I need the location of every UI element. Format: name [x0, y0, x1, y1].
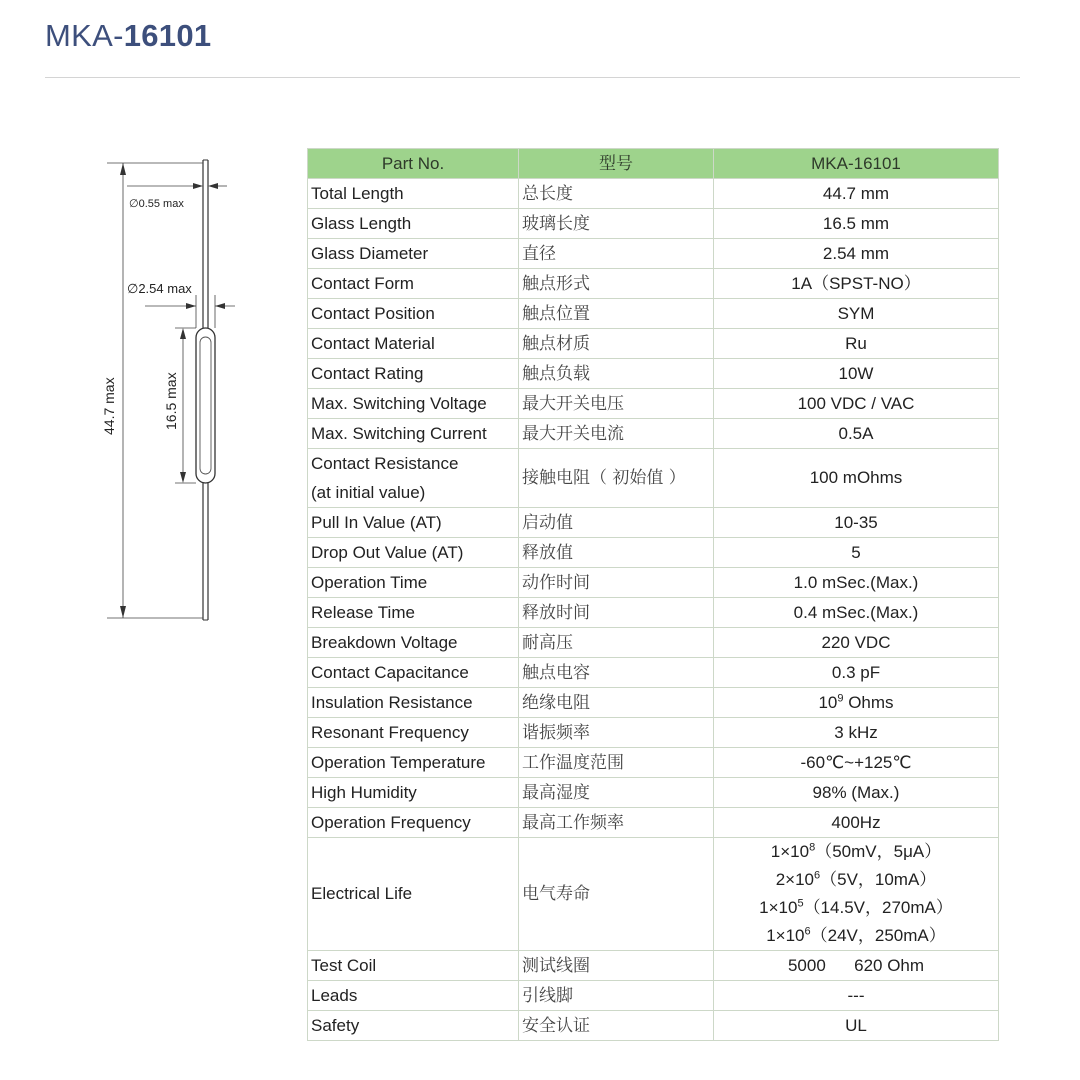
glass-diameter-label — [127, 281, 192, 296]
diameter-symbol: ∅ — [129, 198, 139, 210]
spec-value: 2.54 mm — [714, 239, 999, 269]
life-condition: （24V，250mA） — [810, 926, 946, 945]
value-base: 10 — [818, 692, 838, 712]
spec-name: Operation Time — [308, 568, 519, 598]
table-row — [308, 269, 999, 299]
spec-value: 5000 620 Ohm — [714, 951, 999, 981]
spec-name-cn: 安全认证 — [519, 1011, 714, 1041]
life-condition: （5V，10mA） — [820, 870, 937, 889]
table-row — [308, 981, 999, 1011]
spec-name-cn: 最高工作频率 — [519, 808, 714, 838]
table-row — [308, 718, 999, 748]
spec-name-cn: 接触电阻（ 初始值 ） — [519, 449, 714, 508]
spec-name: Glass Length — [308, 209, 519, 239]
spec-name-cn: 测试线圈 — [519, 951, 714, 981]
spec-value: 10-35 — [714, 508, 999, 538]
table-row — [308, 179, 999, 209]
spec-name-cn: 触点负载 — [519, 359, 714, 389]
spec-name-cn: 动作时间 — [519, 568, 714, 598]
table-row — [308, 598, 999, 628]
table-row — [308, 449, 999, 508]
spec-value: 5 — [714, 538, 999, 568]
spec-name: Contact Position — [308, 299, 519, 329]
spec-name-cn: 触点材质 — [519, 329, 714, 359]
spec-value — [714, 688, 999, 718]
spec-name-cn: 释放值 — [519, 538, 714, 568]
life-base: 2×10 — [775, 870, 814, 889]
table-header-row — [308, 149, 999, 179]
life-exponent: 6 — [813, 869, 821, 882]
spec-name — [308, 449, 519, 508]
spec-value: 10W — [714, 359, 999, 389]
spec-name-cn: 直径 — [519, 239, 714, 269]
spec-name: Contact Capacitance — [308, 658, 519, 688]
table-row — [308, 628, 999, 658]
spec-name-line: (at initial value) — [311, 483, 426, 502]
spec-name: Electrical Life — [308, 838, 519, 951]
header-model-cn: 型号 — [519, 149, 714, 179]
spec-name-line: Contact Resistance — [311, 454, 459, 473]
life-line — [717, 922, 995, 950]
table-row — [308, 1011, 999, 1041]
spec-name: Leads — [308, 981, 519, 1011]
life-line — [717, 894, 995, 922]
total-length-label: 44.7 max — [101, 377, 117, 435]
spec-value: 0.5A — [714, 419, 999, 449]
table-row — [308, 299, 999, 329]
life-base: 1×10 — [770, 842, 810, 861]
spec-name-cn: 触点电容 — [519, 658, 714, 688]
spec-name: Resonant Frequency — [308, 718, 519, 748]
spec-name: Glass Diameter — [308, 239, 519, 269]
spec-name-cn: 最大开关电流 — [519, 419, 714, 449]
spec-name: Pull In Value (AT) — [308, 508, 519, 538]
spec-value: 98% (Max.) — [714, 778, 999, 808]
table-row — [308, 209, 999, 239]
diameter-symbol: ∅ — [127, 281, 139, 296]
spec-name-cn: 谐振频率 — [519, 718, 714, 748]
table-row — [308, 688, 999, 718]
spec-name: Total Length — [308, 179, 519, 209]
spec-name: Release Time — [308, 598, 519, 628]
life-condition: （50mV，5μA） — [815, 842, 942, 861]
table-row — [308, 658, 999, 688]
spec-name-cn: 触点形式 — [519, 269, 714, 299]
life-line — [717, 866, 995, 894]
table-row — [308, 359, 999, 389]
life-exponent: 8 — [809, 841, 816, 854]
life-exponent: 5 — [797, 897, 804, 910]
spec-name: Safety — [308, 1011, 519, 1041]
spec-name-cn: 释放时间 — [519, 598, 714, 628]
life-condition: （14.5V，270mA） — [803, 898, 953, 917]
table-row — [308, 419, 999, 449]
life-base: 1×10 — [766, 926, 805, 945]
spec-name: Test Coil — [308, 951, 519, 981]
spec-value: 3 kHz — [714, 718, 999, 748]
title-prefix: MKA- — [45, 18, 124, 53]
spec-value: 16.5 mm — [714, 209, 999, 239]
spec-value: 100 VDC / VAC — [714, 389, 999, 419]
spec-name-cn: 电气寿命 — [519, 838, 714, 951]
spec-name-cn: 最大开关电压 — [519, 389, 714, 419]
spec-name-cn: 耐高压 — [519, 628, 714, 658]
spec-name: Operation Frequency — [308, 808, 519, 838]
glass-length-label: 16.5 max — [163, 372, 179, 430]
table-row — [308, 778, 999, 808]
spec-table — [307, 148, 999, 1041]
spec-name: Insulation Resistance — [308, 688, 519, 718]
spec-value-list — [714, 838, 999, 951]
spec-value: 0.4 mSec.(Max.) — [714, 598, 999, 628]
lead-diameter-label — [129, 198, 184, 210]
spec-name: Breakdown Voltage — [308, 628, 519, 658]
table-row — [308, 329, 999, 359]
life-line — [717, 838, 995, 866]
table-row — [308, 808, 999, 838]
life-exponent: 6 — [804, 925, 811, 938]
page-title — [45, 18, 211, 54]
spec-name-cn: 绝缘电阻 — [519, 688, 714, 718]
spec-name: Contact Rating — [308, 359, 519, 389]
value-exponent: 9 — [837, 691, 844, 704]
spec-value: 0.3 pF — [714, 658, 999, 688]
spec-value: 400Hz — [714, 808, 999, 838]
glass-diameter-value: 2.54 max — [138, 281, 192, 296]
header-part-no: Part No. — [308, 149, 519, 179]
spec-name: Max. Switching Voltage — [308, 389, 519, 419]
spec-value: -60℃~+125℃ — [714, 748, 999, 778]
spec-name-cn: 玻璃长度 — [519, 209, 714, 239]
table-row — [308, 951, 999, 981]
spec-value: Ru — [714, 329, 999, 359]
title-number: 16101 — [123, 18, 212, 53]
spec-name-cn: 总长度 — [519, 179, 714, 209]
spec-value: 1A（SPST-NO） — [714, 269, 999, 299]
header-model-value: MKA-16101 — [714, 149, 999, 179]
spec-value: 1.0 mSec.(Max.) — [714, 568, 999, 598]
life-base: 1×10 — [759, 898, 798, 917]
spec-name: High Humidity — [308, 778, 519, 808]
spec-value: 44.7 mm — [714, 179, 999, 209]
spec-name-cn: 工作温度范围 — [519, 748, 714, 778]
spec-name: Operation Temperature — [308, 748, 519, 778]
table-row — [308, 239, 999, 269]
value-unit: Ohms — [843, 692, 894, 712]
table-row — [308, 748, 999, 778]
spec-value: UL — [714, 1011, 999, 1041]
spec-name: Drop Out Value (AT) — [308, 538, 519, 568]
spec-value: 100 mOhms — [714, 449, 999, 508]
spec-value: SYM — [714, 299, 999, 329]
reed-switch-drawing — [95, 155, 255, 630]
spec-name-cn: 最高湿度 — [519, 778, 714, 808]
table-row-electrical-life — [308, 838, 999, 951]
spec-name-cn: 引线脚 — [519, 981, 714, 1011]
table-row — [308, 538, 999, 568]
spec-name: Max. Switching Current — [308, 419, 519, 449]
table-row — [308, 568, 999, 598]
spec-name-cn: 触点位置 — [519, 299, 714, 329]
spec-name: Contact Form — [308, 269, 519, 299]
table-row — [308, 389, 999, 419]
lead-diameter-value: 0.55 max — [138, 198, 184, 210]
table-row — [308, 508, 999, 538]
title-divider — [45, 77, 1020, 78]
spec-value: 220 VDC — [714, 628, 999, 658]
spec-value: --- — [714, 981, 999, 1011]
spec-name: Contact Material — [308, 329, 519, 359]
spec-name-cn: 启动值 — [519, 508, 714, 538]
